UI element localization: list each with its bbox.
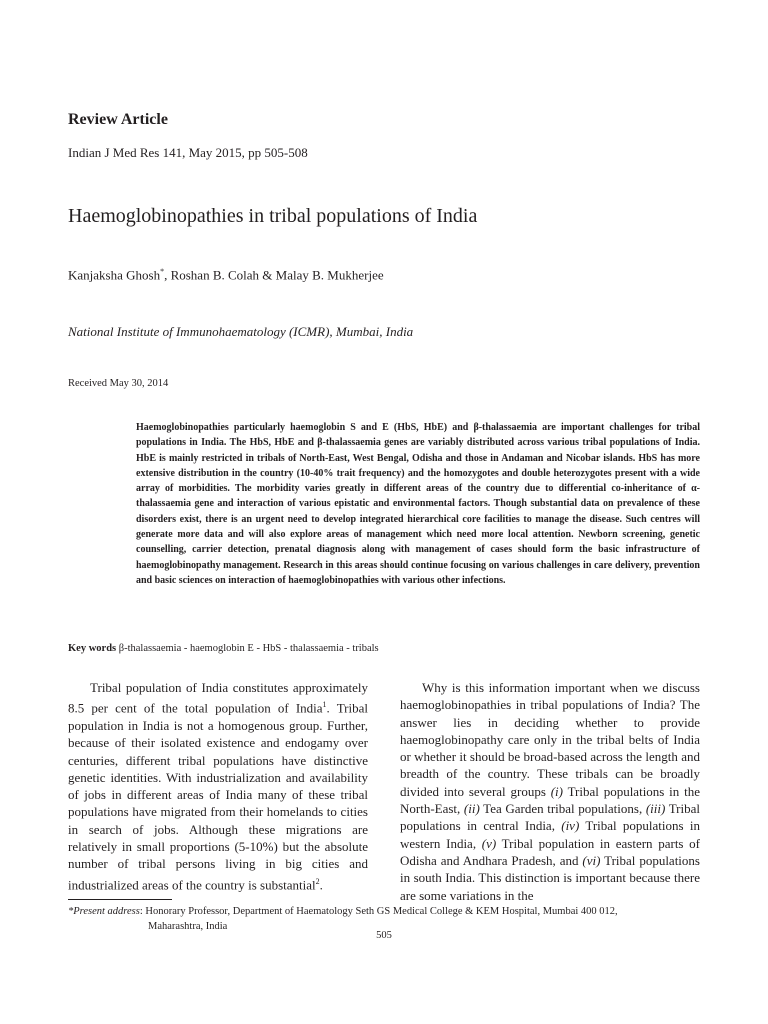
author-list: [68, 267, 384, 283]
body-paragraph: [400, 679, 700, 904]
group-marker: (iii): [645, 801, 666, 817]
article-title: Haemoglobinopathies in tribal populations of India: [68, 205, 478, 227]
body-column-right: [400, 679, 700, 904]
journal-citation: Indian J Med Res 141, May 2015, pp 505-508: [68, 145, 308, 160]
author-mark: *: [160, 267, 165, 276]
author-first: Kanjaksha Ghosh: [68, 267, 161, 283]
body-text: Tribal populations in central India,: [400, 801, 700, 834]
body-text: Tribal population in eastern parts of Odisha and Andhara Pradesh, and: [400, 835, 701, 868]
group-marker: (ii): [463, 801, 480, 817]
footnote-label: *Present address: [68, 906, 140, 917]
abstract: Haemoglobinopathies particularly haemoglobin S and E (HbS, HbE) and β-thalassaemia are important challenges for tribal populations in India. The HbS, HbE and β-thalassaemia genes are variably distributed across various tribal populations of India. HbE is mainly restricted in tribals of North-East, West Bengal, Odisha and those in Andaman and Nicobar islands. HbS has more extensive distribution in the country (10-40% trait frequency) and the homozygotes and double heterozygotes present with a wide array of morbidities. The morbidity varies greatly in different areas of the country due to differential co-inheritance of α-thalassaemia gene and interaction of various epistatic and environmental factors. Though substantial data on prevalence of these disorders exist, there is an urgent need to develop integrated hierarchical core facilities to manage the disease. Such centres will generate more data and will also explore areas of management which need more local attention. Newborn screening, genetic counselling, carrier detection, prenatal diagnosis along with management of cases should form the basic infrastructure of haemoglobinopathy management. Research in this areas should continue focusing on various challenges in care delivery, prevention and basic sciences on interaction of haemoglobinopathies with various other infections.: [136, 422, 700, 586]
received-date: Received May 30, 2014: [68, 378, 169, 389]
footnote-line1: : Honorary Professor, Department of Haematology Seth GS Medical College & KEM Hospital, Mumbai 400 012,: [139, 906, 618, 917]
reference-mark: 1: [322, 700, 327, 710]
article-type-label: Review Article: [68, 111, 168, 128]
group-marker: (vi): [582, 852, 601, 868]
affiliation: National Institute of Immunohaematology (ICMR), Mumbai, India: [68, 324, 414, 339]
group-marker: (iv): [561, 818, 580, 834]
keywords-text: β-thalassaemia - haemoglobin E - HbS - thalassaemia - tribals: [118, 643, 379, 654]
body-text: .: [319, 876, 323, 892]
body-text: Why is this information important when we discuss haemoglobinopathies in tribal populations of India? The answer lies in deciding whether to provide haemoglobinopathy care only in the tribal belts of India or whether it should be broad-based across the length and breadth of the country. These tribals can be broadly divided into several groups: [400, 680, 700, 799]
reference-mark: 2: [315, 876, 320, 886]
body-text: Tribal populations in south India. This distinction is important because there are some variations in the: [400, 852, 700, 903]
body-column-left: [68, 679, 368, 893]
author-rest: , Roshan B. Colah & Malay B. Mukherjee: [164, 267, 384, 283]
group-marker: (v): [481, 835, 497, 851]
body-text: . Tribal population in India is not a homogenous group. Further, because of their isolated existence and endogamy over centuries, different tribal populations have distinctive genetic identities. With industrialization and availability of jobs in different areas of India many of these tribal populations have migrated from their homelands to cities in search of jobs. Although these migrations are relatively in small proportions (5-10%) but the absolute number of tribal persons living in big cities and industrialized areas of the country is substantial: [68, 700, 369, 892]
body-text: Tribal populations in western India,: [400, 818, 700, 851]
body-text: Tribal population of India constitutes approximately 8.5 per cent of the total population of India: [68, 680, 368, 716]
body-text: Tea Garden tribal populations,: [479, 801, 646, 817]
body-text: Tribal populations in the North-East,: [400, 783, 700, 817]
group-marker: (i): [550, 783, 563, 799]
page-number: 505: [376, 930, 392, 941]
footnote-line2: Maharashtra, India: [148, 921, 228, 932]
body-paragraph: [68, 679, 368, 893]
footnote-divider: [68, 899, 172, 900]
keywords: [68, 643, 379, 654]
keywords-label: Key words: [68, 643, 117, 654]
